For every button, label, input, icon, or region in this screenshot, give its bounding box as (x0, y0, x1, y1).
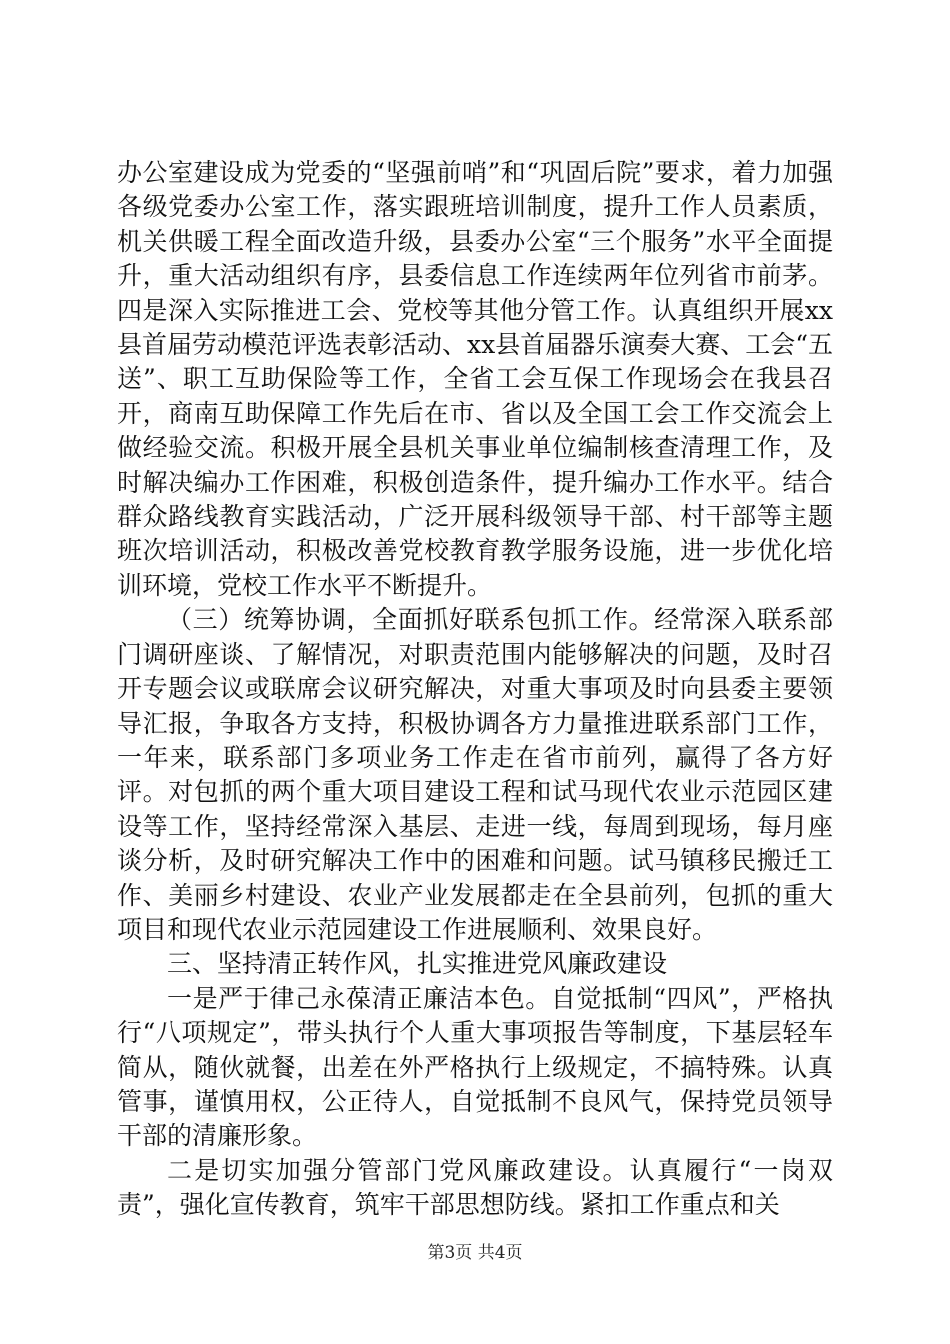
section-heading-integrity: 三、坚持清正转作风，扎实推进党风廉政建设 (167, 949, 668, 979)
paragraph-self-discipline: 一是严于律己永葆清正廉洁本色。自觉抵制“四风”，严格执行“八项规定”，带头执行个人重大事项报告等制度，下基层轻车简从，随伙就餐，出差在外严格执行上级规定，不搞特殊。认真管事，谨慎用权，公正待人，自觉抵制不良风气，保持党员领导干部的清廉形象。 (117, 983, 833, 1151)
paragraph-liaison-work: （三）统筹协调，全面抓好联系包抓工作。经常深入联系部门调研座谈、了解情况，对职责范围内能够解决的问题，及时召开专题会议或联席会议研究解决，对重大事项及时向县委主要领导汇报，争取各方支持，积极协调各方力量推进联系部门工作，一年来，联系部门多项业务工作走在省市前列，赢得了各方好评。对包抓的两个重大项目建设工程和试马现代农业示范园区建设等工作，坚持经常深入基层、走进一线，每周到现场，每月座谈分析，及时研究解决工作中的困难和问题。试马镇移民搬迁工作、美丽乡村建设、农业产业发展都走在全县前列，包抓的重大项目和现代农业示范园建设工作进展顺利、效果良好。 (117, 605, 833, 944)
paragraph-department-integrity: 二是切实加强分管部门党风廉政建设。认真履行“一岗双责”，强化宣传教育，筑牢干部思想防线。紧扣工作重点和关 (117, 1155, 833, 1220)
page-number-label: 第3页 共4页 (427, 1243, 523, 1263)
page-footer (0, 1242, 950, 1264)
paragraph-continuation: 办公室建设成为党委的“坚强前哨”和“巩固后院”要求，着力加强各级党委办公室工作，落实跟班培训制度，提升工作人员素质，机关供暖工程全面改造升级，县委办公室“三个服务”水平全面提升，重大活动组织有序，县委信息工作连续两年位列省市前茅。四是深入实际推进工会、党校等其他分管工作。认真组织开展xx县首届劳动模范评选表彰活动、xx县首届器乐演奏大赛、工会“五送”、职工互助保险等工作，全省工会互保工作现场会在我县召开，商南互助保障工作先后在市、省以及全国工会工作交流会上做经验交流。积极开展全县机关事业单位编制核查清理工作，及时解决编办工作困难，积极创造条件，提升编办工作水平。结合群众路线教育实践活动，广泛开展科级领导干部、村干部等主题班次培训活动，积极改善党校教育教学服务设施，进一步优化培训环境，党校工作水平不断提升。 (117, 158, 833, 600)
document-body (117, 156, 833, 1223)
